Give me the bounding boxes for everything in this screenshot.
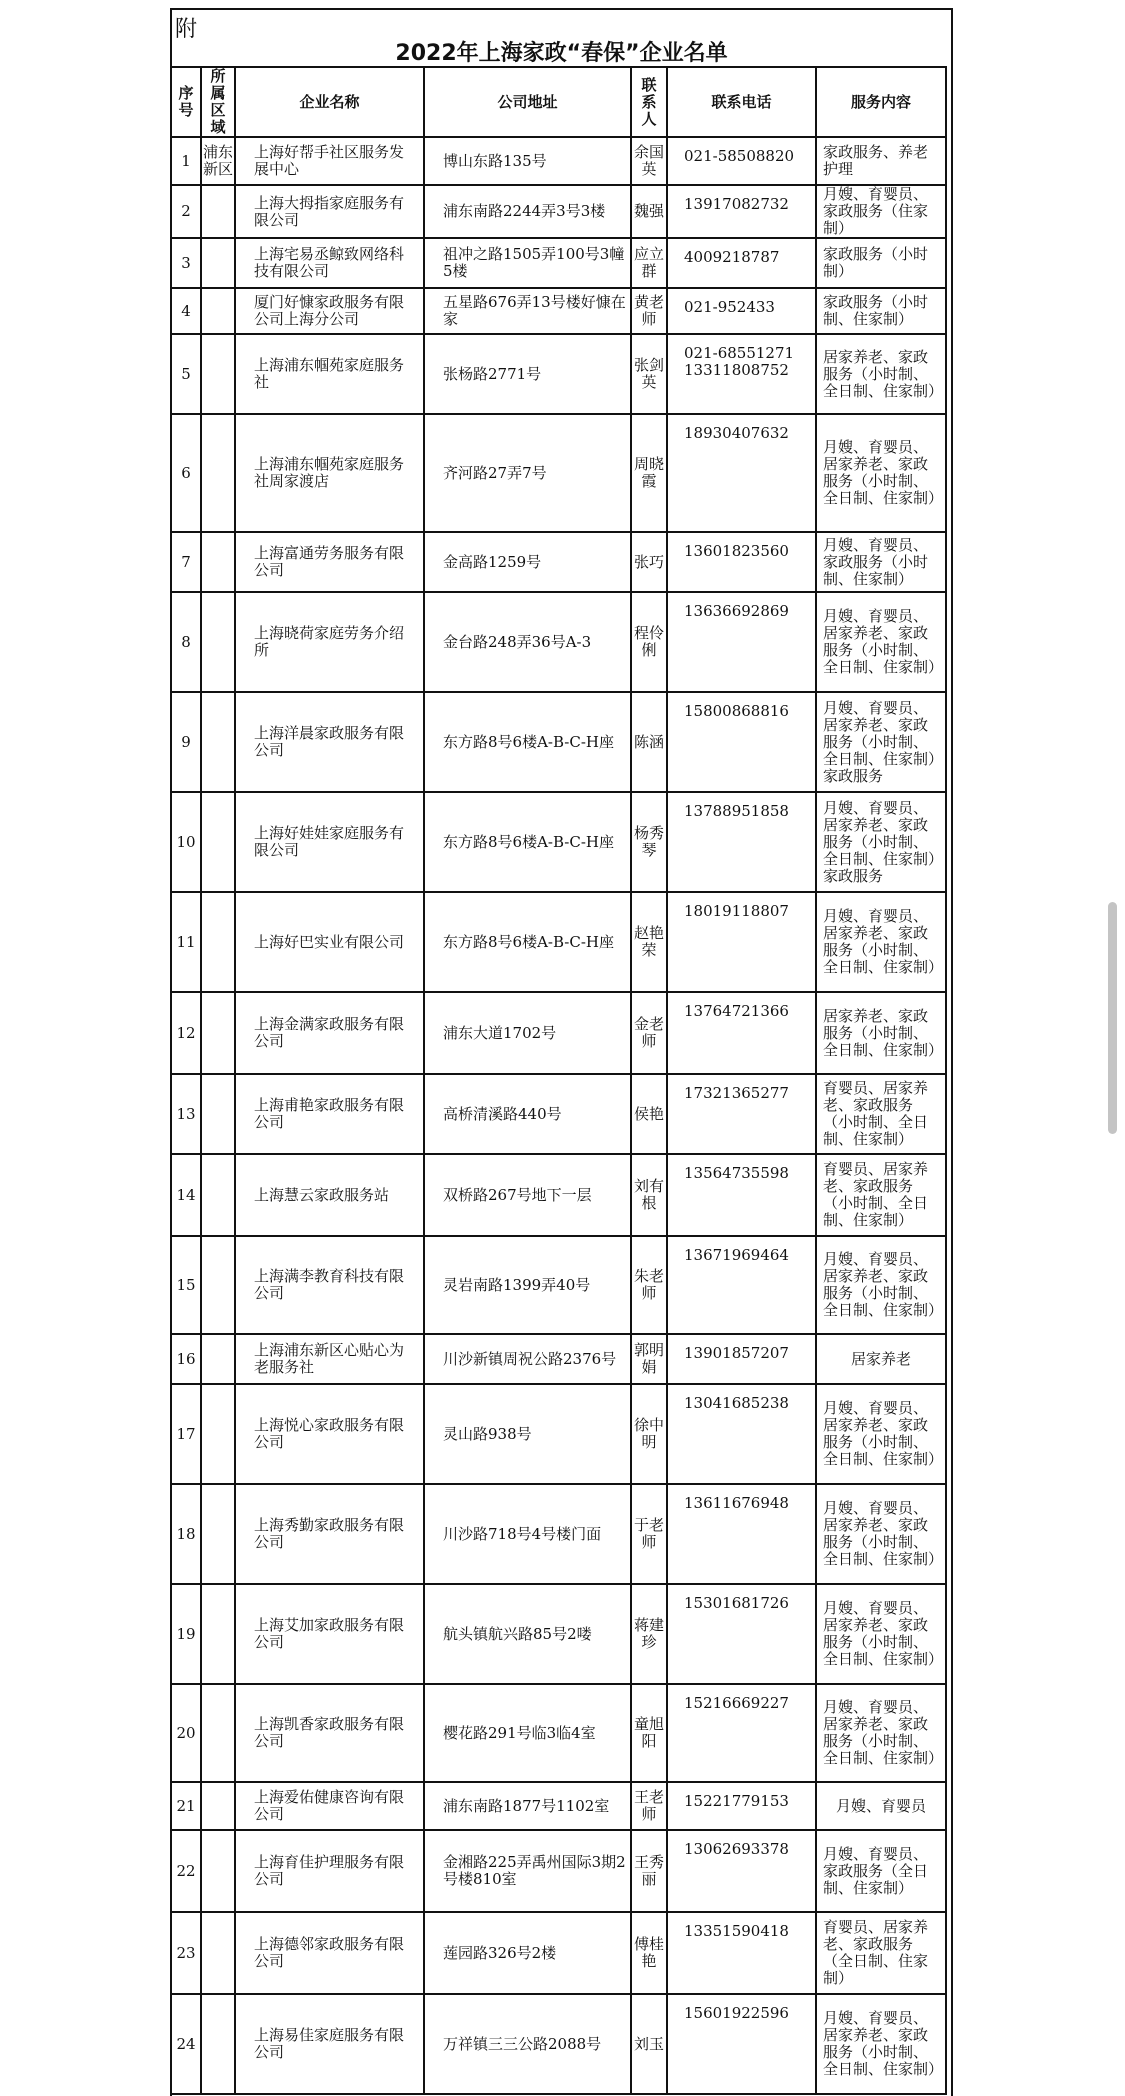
cell-contact: 王老师 — [631, 1782, 667, 1830]
cell-address: 东方路8号6楼A-B-C-H座 — [424, 892, 631, 992]
cell-name: 上海晓荷家庭劳务介绍所 — [235, 592, 424, 692]
cell-area — [201, 1334, 235, 1384]
cell-name: 上海慧云家政服务站 — [235, 1154, 424, 1236]
cell-area — [201, 185, 235, 238]
table-header-row — [171, 67, 946, 137]
cell-contact: 朱老师 — [631, 1236, 667, 1334]
cell-service: 月嫂、育婴员、居家养老、家政服务（小时制、全日制、住家制） — [816, 1484, 946, 1584]
cell-contact: 徐中明 — [631, 1384, 667, 1484]
table-row — [171, 892, 946, 992]
cell-area — [201, 1484, 235, 1584]
cell-phone: 13351590418 — [667, 1912, 816, 1994]
cell-area: 浦东新区 — [201, 137, 235, 185]
cell-seq: 7 — [171, 532, 201, 592]
header-seq: 序号 — [171, 67, 201, 137]
cell-address: 航头镇航兴路85号2喽 — [424, 1584, 631, 1684]
cell-contact: 郭明娟 — [631, 1334, 667, 1384]
cell-area — [201, 1782, 235, 1830]
cell-name: 上海金满家政服务有限公司 — [235, 992, 424, 1074]
table-row — [171, 334, 946, 414]
enterprise-table — [170, 66, 947, 2095]
table-row — [171, 137, 946, 185]
cell-phone: 15221779153 — [667, 1782, 816, 1830]
cell-phone: 15216669227 — [667, 1684, 816, 1782]
table-row — [171, 532, 946, 592]
cell-phone: 18019118807 — [667, 892, 816, 992]
cell-phone: 15301681726 — [667, 1584, 816, 1684]
cell-service: 月嫂、育婴员、家政服务（小时制、住家制） — [816, 532, 946, 592]
cell-contact: 金老师 — [631, 992, 667, 1074]
cell-address: 博山东路135号 — [424, 137, 631, 185]
cell-phone: 18930407632 — [667, 414, 816, 532]
cell-name: 上海浦东帼苑家庭服务社 — [235, 334, 424, 414]
cell-contact: 魏强 — [631, 185, 667, 238]
table-row — [171, 992, 946, 1074]
cell-service: 居家养老、家政服务（小时制、全日制、住家制） — [816, 992, 946, 1074]
cell-phone: 13611676948 — [667, 1484, 816, 1584]
cell-area — [201, 1584, 235, 1684]
cell-address: 川沙新镇周祝公路2376号 — [424, 1334, 631, 1384]
cell-name: 上海艾加家政服务有限公司 — [235, 1584, 424, 1684]
cell-address: 灵岩南路1399弄40号 — [424, 1236, 631, 1334]
cell-address: 东方路8号6楼A-B-C-H座 — [424, 692, 631, 792]
header-address: 公司地址 — [424, 67, 631, 137]
cell-contact: 刘有根 — [631, 1154, 667, 1236]
table-row — [171, 692, 946, 792]
cell-address: 张杨路2771号 — [424, 334, 631, 414]
cell-name: 上海德邻家政服务有限公司 — [235, 1912, 424, 1994]
cell-service: 月嫂、育婴员、家政服务（住家制） — [816, 185, 946, 238]
cell-contact: 刘玉 — [631, 1994, 667, 2094]
cell-seq: 8 — [171, 592, 201, 692]
table-row — [171, 414, 946, 532]
table-row — [171, 1830, 946, 1912]
cell-seq: 19 — [171, 1584, 201, 1684]
cell-contact: 杨秀琴 — [631, 792, 667, 892]
cell-seq: 23 — [171, 1912, 201, 1994]
cell-service: 月嫂、育婴员、家政服务（全日制、住家制） — [816, 1830, 946, 1912]
cell-address: 浦东南路1877号1102室 — [424, 1782, 631, 1830]
cell-name: 上海大拇指家庭服务有限公司 — [235, 185, 424, 238]
cell-contact: 侯艳 — [631, 1074, 667, 1154]
cell-service: 月嫂、育婴员、居家养老、家政服务（小时制、全日制、住家制） — [816, 1994, 946, 2094]
cell-address: 浦东南路2244弄3号3楼 — [424, 185, 631, 238]
cell-area — [201, 692, 235, 792]
table-row — [171, 1684, 946, 1782]
cell-contact: 蒋建珍 — [631, 1584, 667, 1684]
cell-seq: 9 — [171, 692, 201, 792]
cell-phone: 15800868816 — [667, 692, 816, 792]
cell-contact: 程伶俐 — [631, 592, 667, 692]
cell-service: 家政服务（小时制） — [816, 238, 946, 288]
cell-area — [201, 1684, 235, 1782]
header-phone: 联系电话 — [667, 67, 816, 137]
cell-service: 月嫂、育婴员、居家养老、家政服务（小时制、全日制、住家制） — [816, 1384, 946, 1484]
cell-phone: 021-68551271 13311808752 — [667, 334, 816, 414]
cell-phone: 13671969464 — [667, 1236, 816, 1334]
cell-seq: 12 — [171, 992, 201, 1074]
cell-contact: 傅桂艳 — [631, 1912, 667, 1994]
cell-service: 育婴员、居家养老、家政服务（全日制、住家制） — [816, 1912, 946, 1994]
cell-area — [201, 1074, 235, 1154]
cell-area — [201, 288, 235, 334]
table-row — [171, 1236, 946, 1334]
cell-contact: 张巧 — [631, 532, 667, 592]
cell-area — [201, 792, 235, 892]
cell-area — [201, 532, 235, 592]
header-area: 所属区域 — [201, 67, 235, 137]
cell-service: 家政服务、养老护理 — [816, 137, 946, 185]
cell-seq: 17 — [171, 1384, 201, 1484]
cell-area — [201, 1830, 235, 1912]
cell-address: 川沙路718号4号楼门面 — [424, 1484, 631, 1584]
cell-service: 育婴员、居家养老、家政服务（小时制、全日制、住家制） — [816, 1154, 946, 1236]
cell-phone: 13041685238 — [667, 1384, 816, 1484]
cell-contact: 张剑英 — [631, 334, 667, 414]
cell-contact: 应立群 — [631, 238, 667, 288]
cell-service: 家政服务（小时制、住家制） — [816, 288, 946, 334]
header-service: 服务内容 — [816, 67, 946, 137]
header-name: 企业名称 — [235, 67, 424, 137]
attachment-label: 附 — [175, 17, 198, 42]
cell-address: 祖冲之路1505弄100号3幢5楼 — [424, 238, 631, 288]
cell-name: 上海浦东新区心贴心为老服务社 — [235, 1334, 424, 1384]
cell-phone: 15601922596 — [667, 1994, 816, 2094]
cell-contact: 童旭阳 — [631, 1684, 667, 1782]
cell-contact: 王秀丽 — [631, 1830, 667, 1912]
cell-address: 五星路676弄13号楼好慷在家 — [424, 288, 631, 334]
cell-name: 上海爱佑健康咨询有限公司 — [235, 1782, 424, 1830]
cell-address: 浦东大道1702号 — [424, 992, 631, 1074]
cell-seq: 6 — [171, 414, 201, 532]
cell-name: 上海好巴实业有限公司 — [235, 892, 424, 992]
cell-phone: 13788951858 — [667, 792, 816, 892]
cell-address: 齐河路27弄7号 — [424, 414, 631, 532]
cell-address: 东方路8号6楼A-B-C-H座 — [424, 792, 631, 892]
cell-address: 樱花路291号临3临4室 — [424, 1684, 631, 1782]
cell-area — [201, 992, 235, 1074]
cell-address: 金高路1259号 — [424, 532, 631, 592]
cell-name: 上海好帮手社区服务发展中心 — [235, 137, 424, 185]
cell-area — [201, 1384, 235, 1484]
cell-phone: 13636692869 — [667, 592, 816, 692]
cell-service: 月嫂、育婴员、居家养老、家政服务（小时制、全日制、住家制）家政服务 — [816, 692, 946, 792]
table-row — [171, 238, 946, 288]
cell-service: 育婴员、居家养老、家政服务（小时制、全日制、住家制） — [816, 1074, 946, 1154]
cell-address: 金湘路225弄禹州国际3期2号楼810室 — [424, 1830, 631, 1912]
cell-service: 月嫂、育婴员、居家养老、家政服务（小时制、全日制、住家制） — [816, 892, 946, 992]
cell-seq: 18 — [171, 1484, 201, 1584]
cell-address: 万祥镇三三公路2088号 — [424, 1994, 631, 2094]
cell-name: 上海富通劳务服务有限公司 — [235, 532, 424, 592]
cell-service: 月嫂、育婴员、居家养老、家政服务（小时制、全日制、住家制） — [816, 1236, 946, 1334]
cell-area — [201, 892, 235, 992]
table-row — [171, 1154, 946, 1236]
cell-seq: 11 — [171, 892, 201, 992]
cell-seq: 1 — [171, 137, 201, 185]
cell-name: 上海秀勤家政服务有限公司 — [235, 1484, 424, 1584]
cell-address: 双桥路267号地下一层 — [424, 1154, 631, 1236]
cell-phone: 4009218787 — [667, 238, 816, 288]
cell-service: 月嫂、育婴员、居家养老、家政服务（小时制、全日制、住家制） — [816, 1684, 946, 1782]
cell-address: 高桥清溪路440号 — [424, 1074, 631, 1154]
cell-name: 上海好娃娃家庭服务有限公司 — [235, 792, 424, 892]
cell-contact: 周晓霞 — [631, 414, 667, 532]
table-row — [171, 1384, 946, 1484]
cell-name: 上海易佳家庭服务有限公司 — [235, 1994, 424, 2094]
table-row — [171, 792, 946, 892]
vertical-scrollbar[interactable] — [1108, 902, 1117, 1134]
cell-phone: 13062693378 — [667, 1830, 816, 1912]
cell-seq: 5 — [171, 334, 201, 414]
cell-name: 上海凯香家政服务有限公司 — [235, 1684, 424, 1782]
cell-address: 金台路248弄36号A-3 — [424, 592, 631, 692]
cell-seq: 21 — [171, 1782, 201, 1830]
cell-phone: 13764721366 — [667, 992, 816, 1074]
cell-area — [201, 1994, 235, 2094]
cell-service: 居家养老 — [816, 1334, 946, 1384]
cell-seq: 22 — [171, 1830, 201, 1912]
cell-contact: 余国英 — [631, 137, 667, 185]
cell-seq: 4 — [171, 288, 201, 334]
cell-area — [201, 1912, 235, 1994]
cell-seq: 20 — [171, 1684, 201, 1782]
cell-area — [201, 1236, 235, 1334]
cell-service: 月嫂、育婴员、居家养老、家政服务（小时制、全日制、住家制） — [816, 414, 946, 532]
cell-area — [201, 238, 235, 288]
cell-seq: 15 — [171, 1236, 201, 1334]
table-row — [171, 1912, 946, 1994]
cell-phone: 021-952433 — [667, 288, 816, 334]
cell-phone: 17321365277 — [667, 1074, 816, 1154]
cell-contact: 陈涵 — [631, 692, 667, 792]
cell-seq: 16 — [171, 1334, 201, 1384]
cell-name: 上海洋晨家政服务有限公司 — [235, 692, 424, 792]
table-row — [171, 592, 946, 692]
cell-area — [201, 1154, 235, 1236]
table-row — [171, 1584, 946, 1684]
cell-service: 月嫂、育婴员、居家养老、家政服务（小时制、全日制、住家制） — [816, 592, 946, 692]
table-row — [171, 1994, 946, 2094]
cell-seq: 3 — [171, 238, 201, 288]
cell-name: 上海满李教育科技有限公司 — [235, 1236, 424, 1334]
cell-seq: 2 — [171, 185, 201, 238]
table-row — [171, 1484, 946, 1584]
cell-seq: 14 — [171, 1154, 201, 1236]
cell-seq: 24 — [171, 1994, 201, 2094]
cell-service: 月嫂、育婴员 — [816, 1782, 946, 1830]
cell-name: 上海甫艳家政服务有限公司 — [235, 1074, 424, 1154]
cell-contact: 赵艳荣 — [631, 892, 667, 992]
cell-name: 厦门好慷家政服务有限公司上海分公司 — [235, 288, 424, 334]
header-contact: 联系人 — [631, 67, 667, 137]
cell-service: 居家养老、家政服务（小时制、全日制、住家制） — [816, 334, 946, 414]
cell-seq: 10 — [171, 792, 201, 892]
cell-phone: 13601823560 — [667, 532, 816, 592]
cell-name: 上海悦心家政服务有限公司 — [235, 1384, 424, 1484]
cell-address: 灵山路938号 — [424, 1384, 631, 1484]
cell-area — [201, 334, 235, 414]
cell-area — [201, 414, 235, 532]
cell-name: 上海宅易丞鲸致网络科技有限公司 — [235, 238, 424, 288]
cell-address: 莲园路326号2楼 — [424, 1912, 631, 1994]
table-row — [171, 288, 946, 334]
cell-name: 上海育佳护理服务有限公司 — [235, 1830, 424, 1912]
cell-phone: 021-58508820 — [667, 137, 816, 185]
cell-phone: 13917082732 — [667, 185, 816, 238]
document-sheet — [170, 8, 953, 2096]
cell-phone: 13564735598 — [667, 1154, 816, 1236]
cell-service: 月嫂、育婴员、居家养老、家政服务（小时制、全日制、住家制） — [816, 1584, 946, 1684]
cell-area — [201, 592, 235, 692]
table-row — [171, 1782, 946, 1830]
cell-contact: 黄老师 — [631, 288, 667, 334]
cell-seq: 13 — [171, 1074, 201, 1154]
table-row — [171, 1074, 946, 1154]
document-title: 2022年上海家政“春保”企业名单 — [395, 41, 728, 66]
cell-name: 上海浦东帼苑家庭服务社周家渡店 — [235, 414, 424, 532]
cell-contact: 于老师 — [631, 1484, 667, 1584]
table-row — [171, 1334, 946, 1384]
cell-phone: 13901857207 — [667, 1334, 816, 1384]
cell-service: 月嫂、育婴员、居家养老、家政服务（小时制、全日制、住家制）家政服务 — [816, 792, 946, 892]
table-row — [171, 185, 946, 238]
